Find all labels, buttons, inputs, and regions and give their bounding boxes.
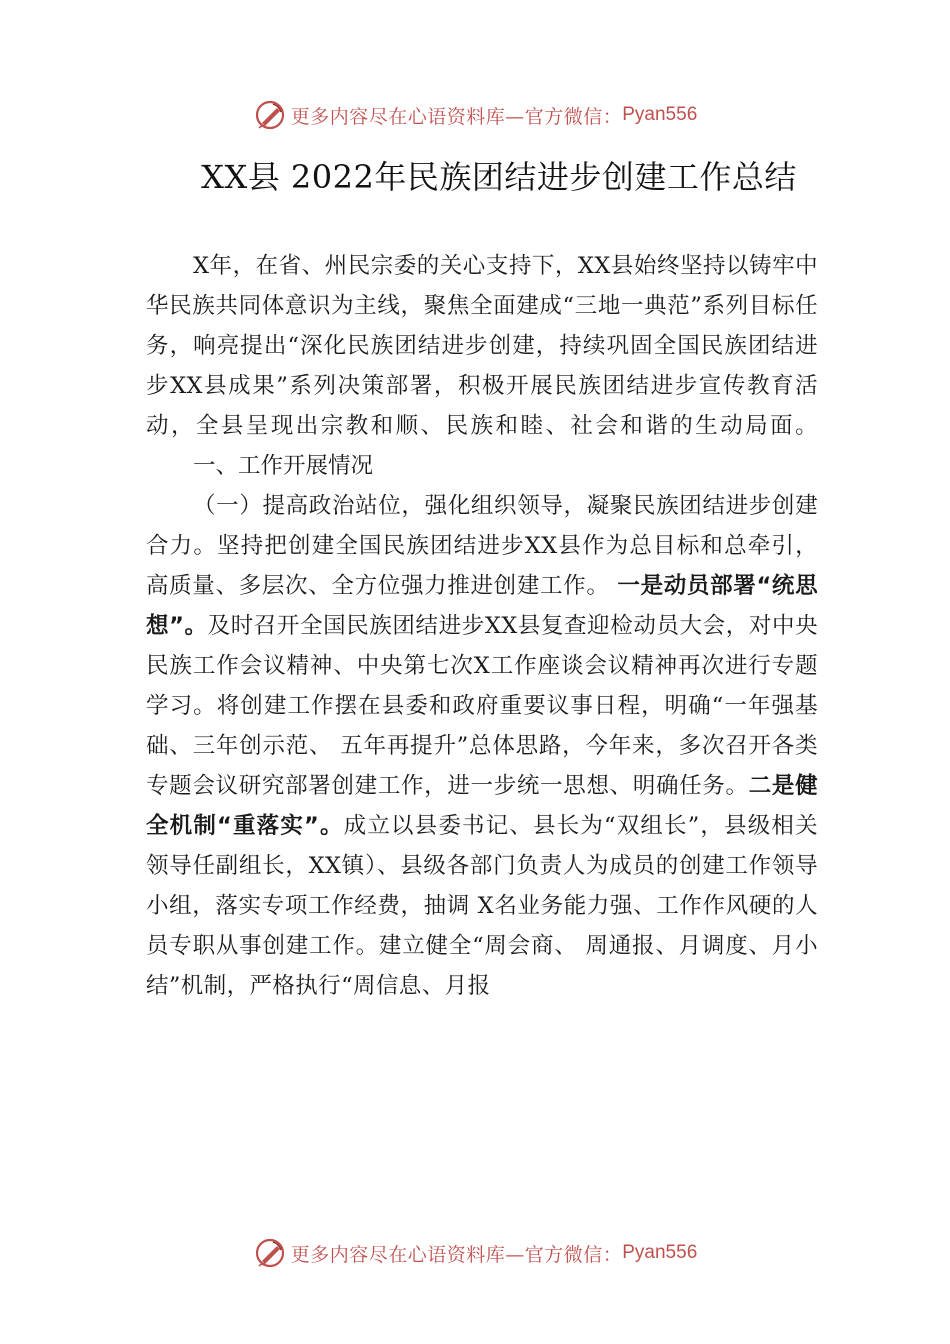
subsection-lead: （一）提高政治站位，强化组织领导，凝聚民族团结进步创建合力。坚持把创建全国民族团结进步XX县作为总目标和总牵引，高质量、多层次、全方位强力推进创建工作。 [146,493,818,599]
pen-logo-icon [253,1236,287,1270]
document-body [146,246,818,1006]
pen-logo-icon [253,98,287,132]
point1-text: 及时召开全国民族团结进步XX县复查迎检动员大会，对中央民族工作会议精神、中央第七次X工作座谈会议精神再次进行专题学习。将创建工作摆在县委和政府重要议事日程，明确“一年强基础、三年创示范、 五年再提升”总体思路，今年来，多次召开各类专题会议研究部署创建工作，进一步统一思想、明确任务。 [146,613,818,799]
banner-text: 更多内容尽在心语资料库—官方微信： [290,1243,623,1266]
section-heading: 一、工作开展情况 [193,453,374,479]
subsection-paragraph [146,486,818,1006]
watermark-banner-top [0,95,950,135]
point1-label: 一是动员部署“统思想”。 [146,573,818,639]
point2-label: 二是健全机制“重落实”。 [146,773,818,839]
point2-text: 成立以县委书记、县长为“双组长”，县级相关领导任副组长，XX镇）、县级各部门负责人为成员的创建工作领导小组，落实专项工作经费，抽调 X名业务能力强、工作作风硬的人员专职从事创建工作。建立健全“周会商、 周通报、月调度、月小结”机制，严格执行“周信息、月报 [146,813,818,999]
banner-wechat-id: Pyan556 [622,1242,698,1263]
banner-text: 更多内容尽在心语资料库—官方微信： [290,105,623,128]
document-title: XX县 2022年民族团结进步创建工作总结 [201,158,797,196]
watermark-banner-bottom [0,1233,950,1273]
intro-paragraph [146,246,818,446]
banner-wechat-id: Pyan556 [622,104,698,125]
intro-text: X年，在省、州民宗委的关心支持下，XX县始终坚持以铸牢中华民族共同体意识为主线，聚焦全面建成“三地一典范”系列目标任务，响亮提出“深化民族团结进步创建，持续巩固全国民族团结进步XX县成果”系列决策部署，积极开展民族团结进步宣传教育活动，全县呈现出宗教和顺、民族和睦、社会和谐的生动局面。 [146,253,818,439]
